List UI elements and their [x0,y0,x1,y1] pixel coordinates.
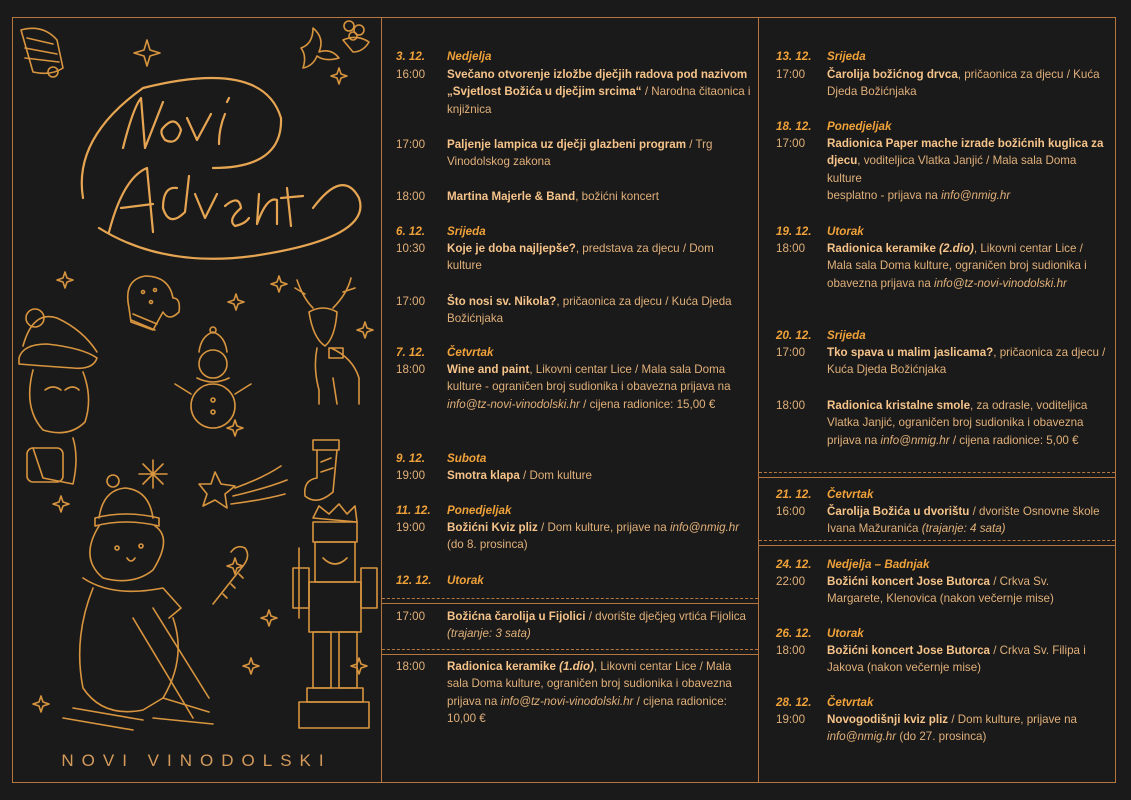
reindeer-icon [295,278,359,404]
separator [382,654,758,655]
event-entry [396,467,751,484]
event-description: Božićni Kviz pliz / Dom kulture, prijave na info@nmig.hr (do 8. prosinca) [447,521,740,552]
date-label: 9. 12. [396,452,426,465]
event-time: 17:00 [396,138,426,151]
weekday-label: Utorak [827,225,864,238]
date-header [396,344,751,361]
event-entry [776,66,1106,101]
weekday-label: Nedjelja [447,50,492,63]
date-header [396,48,751,65]
event-time: 18:00 [776,242,806,255]
date-header [776,118,1106,135]
weekday-label: Srijeda [827,50,866,63]
event-time: 22:00 [776,575,806,588]
stocking-icon [305,440,339,500]
event-entry [396,361,751,413]
event-entry [396,188,751,205]
event-time: 18:00 [396,190,426,203]
event-time: 16:00 [776,505,806,518]
weekday-label: Četvrtak [827,696,874,709]
date-header [776,625,1106,642]
event-entry [396,136,751,171]
event-description: Božićni koncert Jose Butorca / Crkva Sv. Margarete, Klenovica (nakon večernje mise) [827,575,1054,606]
date-label: 26. 12. [776,627,812,640]
date-header [396,223,751,240]
date-header [396,450,751,467]
separator [759,472,1115,473]
weekday-label: Utorak [447,574,484,587]
date-label: 24. 12. [776,558,812,571]
date-label: 21. 12. [776,488,812,501]
divider-left [381,17,382,783]
event-entry [776,135,1106,205]
separator [382,649,758,650]
snowflake-icon [139,460,167,488]
date-header [396,572,751,589]
weekday-label: Ponedjeljak [447,504,512,517]
date-label: 3. 12. [396,50,426,63]
event-time: 16:00 [396,68,426,81]
event-time: 18:00 [776,399,806,412]
event-description: Radionica kristalne smole, za odrasle, voditeljica Vlatka Janjić, ograničen broj sudionika i obavezna prijava na info@nmig.hr / cijena radionice: 5,00 € [827,399,1088,447]
event-time: 19:00 [396,469,426,482]
date-label: 7. 12. [396,346,426,359]
weekday-label: Nedjelja – Badnjak [827,558,930,571]
event-entry [776,397,1106,449]
christmas-illustration [13,18,380,782]
event-time: 10:30 [396,242,426,255]
date-header [776,694,1106,711]
event-description: Svečano otvorenje izložbe dječjih radova pod nazivom „Svjetlost Božića u dječjim srcima“ / Narodna čitaonica i knjižnica [447,68,751,116]
event-description: Čarolija božićnog drvca, pričaonica za djecu / Kuća Djeda Božićnjaka [827,68,1100,99]
event-entry [396,519,751,554]
event-description: Smotra klapa / Dom kulture [447,469,592,482]
event-description: Božićni koncert Jose Butorca / Crkva Sv. Filipa i Jakova (nakon večernje mise) [827,644,1086,675]
event-time: 17:00 [396,295,426,308]
event-description: Novogodišnji kviz pliz / Dom kulture, prijave na info@nmig.hr (do 27. prosinca) [827,713,1077,744]
divider-middle [758,17,759,783]
weekday-label: Četvrtak [447,346,494,359]
date-header [396,502,751,519]
event-description: Što nosi sv. Nikola?, pričaonica za djecu / Kuća Djeda Božićnjaka [447,295,732,326]
event-entry [776,503,1106,538]
event-entry [396,658,751,728]
event-description: Wine and paint, Likovni centar Lice / Mala sala Doma kulture - ograničen broj sudionika i obavezna prijava na info@tz-novi-vinodolski.hr / cijena radionice: 15,00 € [447,363,731,411]
date-label: 12. 12. [396,574,432,587]
event-description: Radionica keramike (2.dio), Likovni centar Lice / Mala sala Doma kulture, ograničen broj sudionika i obavezna prijava na info@tz-novi-vinodolski.hr [827,242,1087,290]
date-label: 20. 12. [776,329,812,342]
event-time: 17:00 [776,68,806,81]
event-time: 18:00 [396,363,426,376]
date-header [776,486,1106,503]
mitten-icon [128,276,180,330]
candy-cane-icon [213,547,248,604]
date-label: 6. 12. [396,225,426,238]
weekday-label: Srijeda [447,225,486,238]
event-entry [776,642,1106,677]
event-time: 18:00 [776,644,806,657]
separator [382,603,758,604]
event-time: 17:00 [776,346,806,359]
illustration-panel [13,18,380,782]
holly-icon [301,21,369,68]
event-time: 17:00 [776,137,806,150]
event-time: 18:00 [396,660,426,673]
separator [759,545,1115,546]
event-time: 19:00 [396,521,426,534]
event-description: Paljenje lampica uz dječji glazbeni program / Trg Vinodolskog zakona [447,138,713,169]
polar-bear-icon [63,475,213,730]
date-header [776,48,1106,65]
town-name: NOVI VINODOLSKI [61,751,332,770]
snowman-icon [175,327,251,428]
event-description: Tko spava u malim jaslicama?, pričaonica za djecu / Kuća Djeda Božićnjaka [827,346,1106,377]
date-label: 13. 12. [776,50,812,63]
event-time: 19:00 [776,713,806,726]
separator [759,477,1115,478]
event-description: Martina Majerle & Band, božićni koncert [447,190,659,203]
event-time: 17:00 [396,610,426,623]
weekday-label: Ponedjeljak [827,120,892,133]
event-description: Čarolija Božića u dvorištu / dvorište Osnovne škole Ivana Mažuranića (trajanje: 4 sata) [827,505,1100,536]
date-header [776,327,1106,344]
weekday-label: Srijeda [827,329,866,342]
santa-icon [19,309,97,484]
event-entry [396,66,751,118]
separator [382,598,758,599]
event-entry [776,240,1106,292]
event-description: Radionica Paper mache izrade božićnih kuglica za djecu, voditeljica Vlatka Janjić / Mala sala Doma kulture besplatno - prijava na info@nmig.hr [827,137,1104,203]
nutcracker-icon [293,504,377,728]
novi-advent-logo [82,78,361,259]
weekday-label: Utorak [827,627,864,640]
event-description: Koje je doba najljepše?, predstava za djecu / Dom kulture [447,242,714,273]
separator [759,540,1115,541]
date-label: 19. 12. [776,225,812,238]
date-label: 18. 12. [776,120,812,133]
date-label: 28. 12. [776,696,812,709]
event-description: Radionica keramike (1.dio), Likovni centar Lice / Mala sala Doma kulture, ograničen broj sudionika i obavezna prijava na info@tz-novi-vinodolski.hr / cijena radionice: 10,00 € [447,660,732,726]
event-entry [776,711,1106,746]
event-entry [396,293,751,328]
event-description: Božićna čarolija u Fijolici / dvorište dječjeg vrtića Fijolica (trajanje: 3 sata) [447,610,746,641]
date-label: 11. 12. [396,504,431,517]
event-entry [396,240,751,275]
event-entry [396,608,751,643]
bell-icon [21,28,63,77]
weekday-label: Subota [447,452,487,465]
date-header [776,223,1106,240]
date-header [776,556,1106,573]
event-entry [776,344,1106,379]
event-entry [776,573,1106,608]
weekday-label: Četvrtak [827,488,874,501]
shooting-star-icon [199,466,287,508]
